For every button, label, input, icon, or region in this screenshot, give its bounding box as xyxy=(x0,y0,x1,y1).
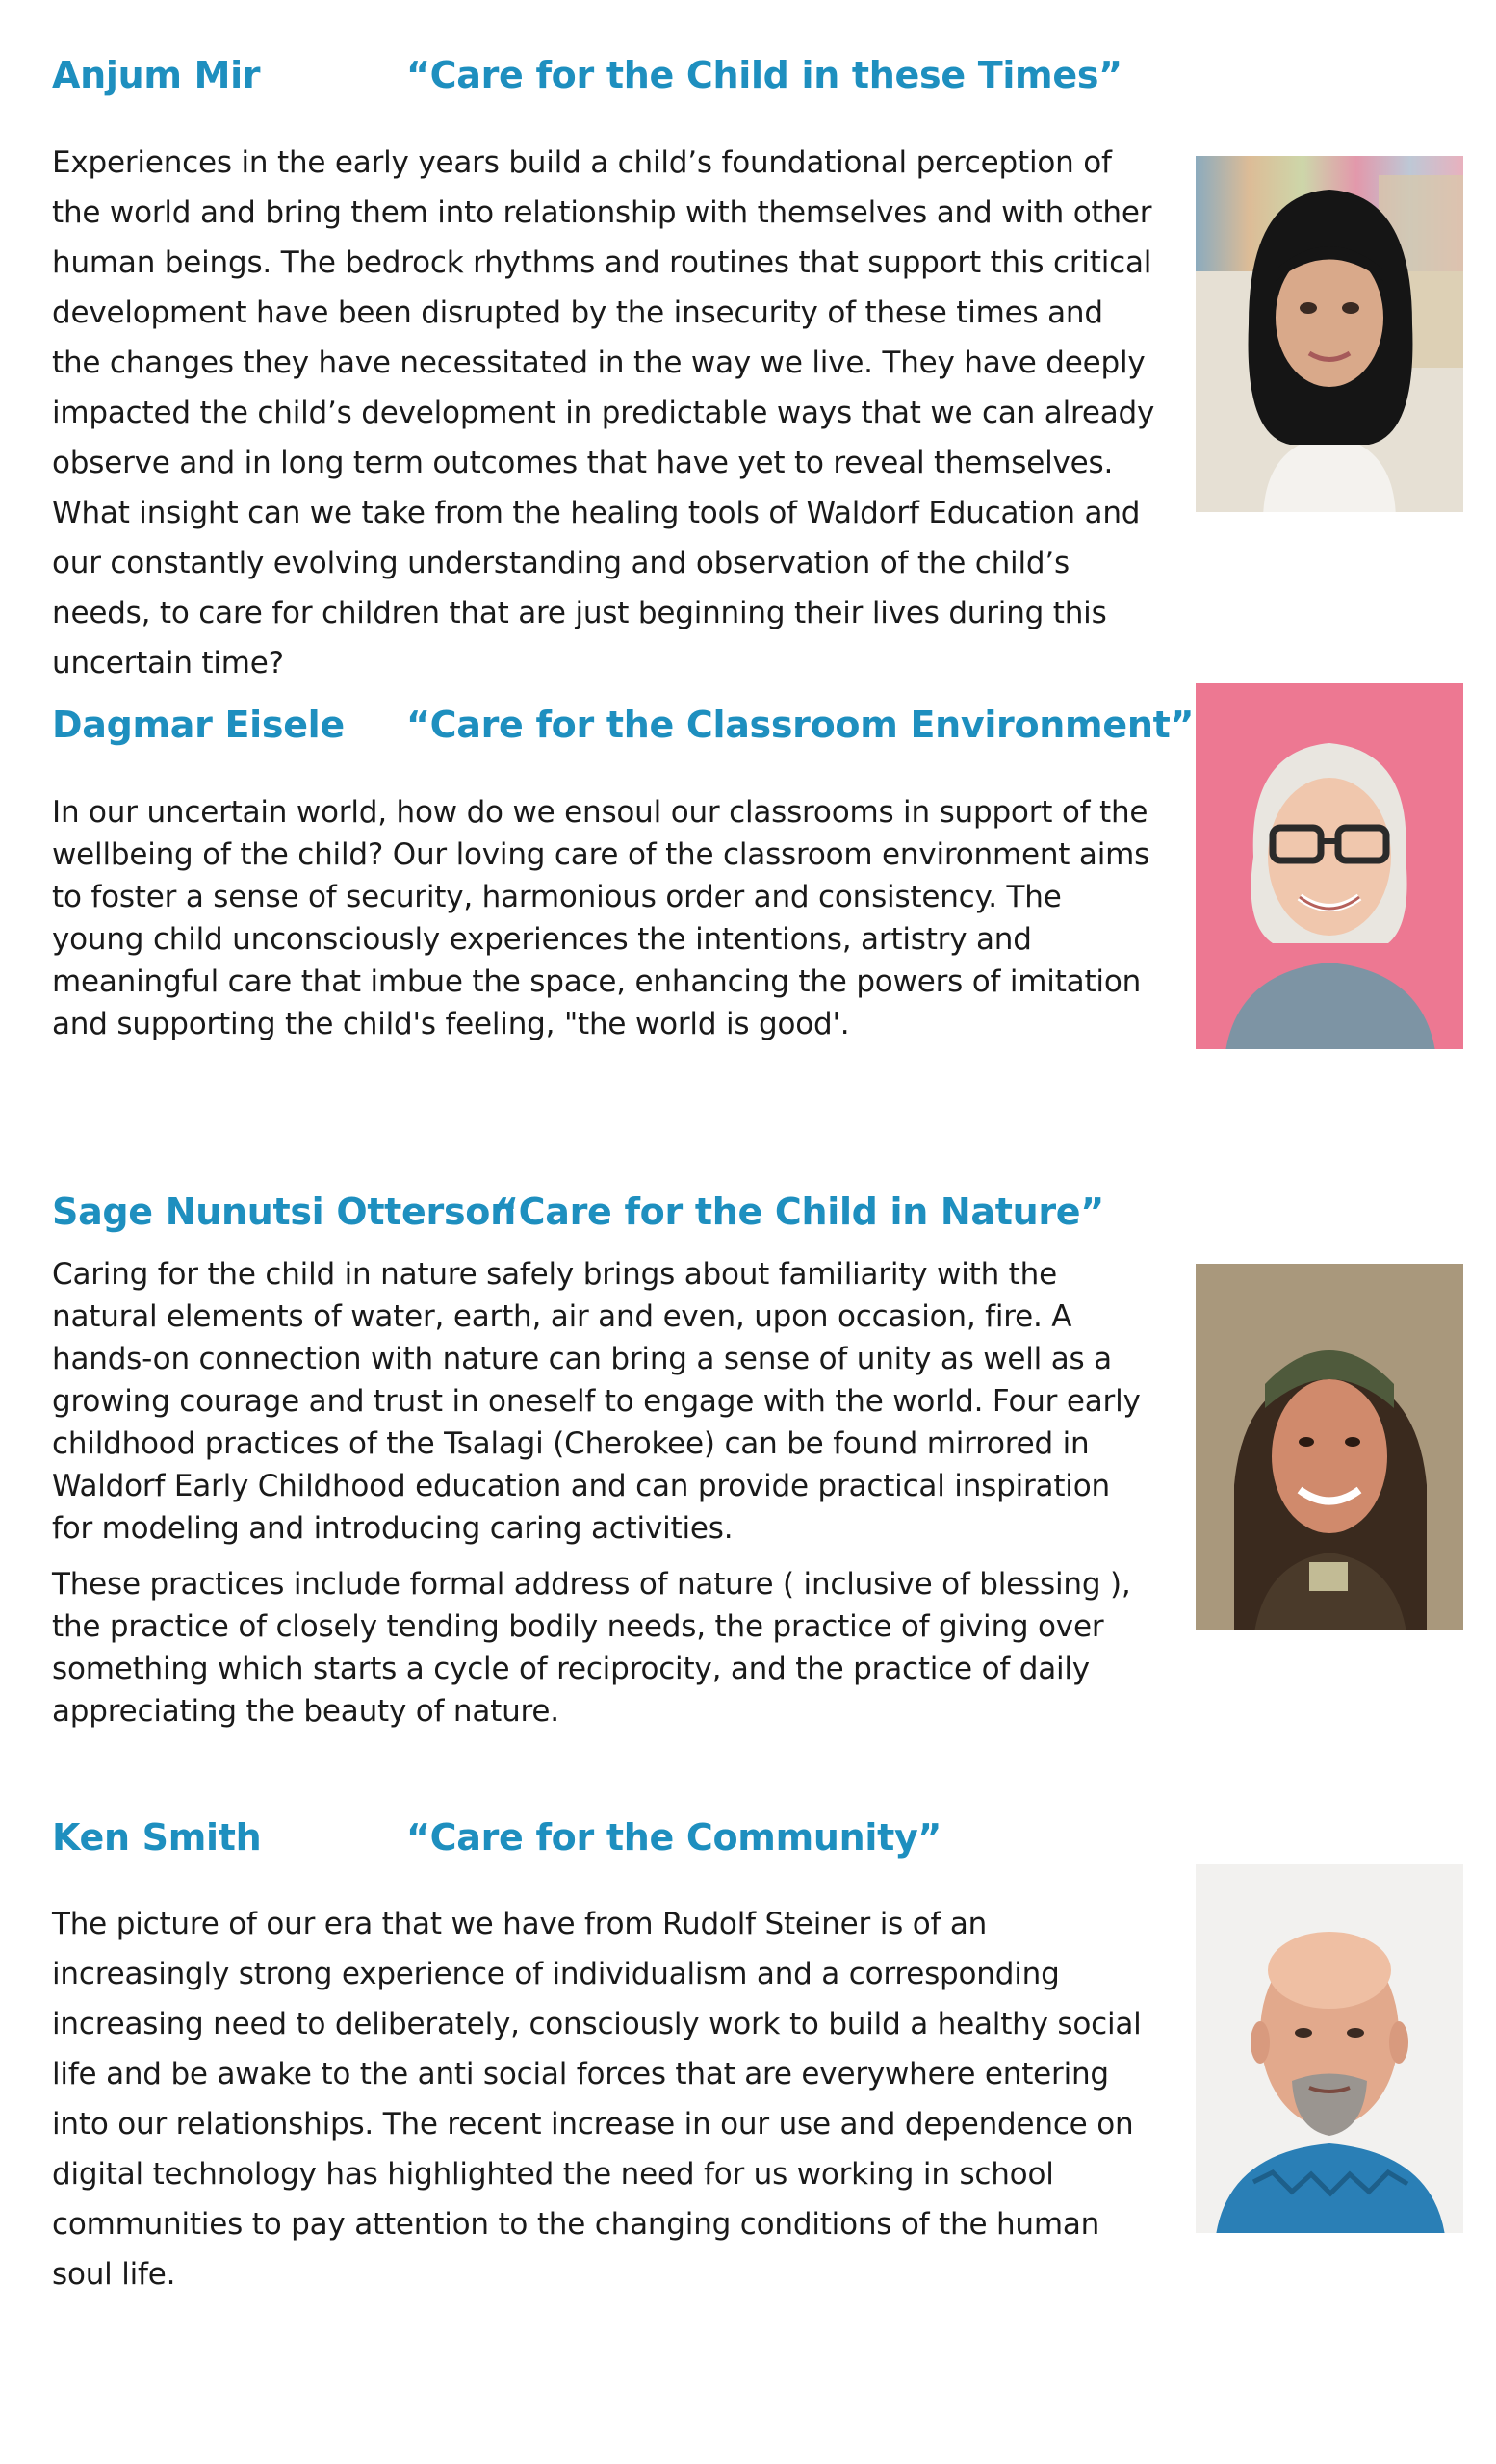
portrait-image xyxy=(1196,1864,1463,2233)
portrait-image xyxy=(1196,156,1463,512)
speaker-name: Dagmar Eisele xyxy=(52,704,345,746)
speaker-photo xyxy=(1196,1864,1463,2233)
talk-title: “Care for the Community” xyxy=(406,1816,942,1859)
speaker-photo xyxy=(1196,683,1463,1049)
speaker-name: Sage Nunutsi Otterson xyxy=(52,1191,516,1233)
speaker-name: Anjum Mir xyxy=(52,54,261,96)
talk-description xyxy=(52,791,1159,1045)
talk-title: “Care for the Child in Nature” xyxy=(495,1191,1104,1233)
speaker-photo xyxy=(1196,1264,1463,1630)
speaker-heading xyxy=(52,1816,942,1859)
speaker-heading xyxy=(52,704,1195,746)
speaker-heading xyxy=(52,1191,1104,1233)
portrait-image xyxy=(1196,683,1463,1049)
talk-title: “Care for the Child in these Times” xyxy=(406,54,1122,96)
description-paragraph: These practices include formal address of nature ( inclusive of blessing ), the practice of closely tending bodily needs, the practice of giving over something which starts a cycle of reciprocity, and the practice of daily appreciating the beauty of nature. xyxy=(52,1567,1131,1729)
description-paragraph: Caring for the child in nature safely brings about familiarity with the natural elements of water, earth, air and even, upon occasion, fire. A hands-on connection with nature can bring a sense of unity as well as a growing courage and trust in oneself to engage with the world. Four early childhood practices of the Tsalagi (Cherokee) can be found mirrored in Waldorf Early Childhood education and can provide practical inspiration for modeling and introducing caring activities. xyxy=(52,1257,1141,1546)
talk-description xyxy=(52,1899,1159,2299)
portrait-image xyxy=(1196,1264,1463,1630)
description-paragraph: The picture of our era that we have from Rudolf Steiner is of an increasingly strong experience of individualism and a corresponding increasing need to deliberately, consciously work to build a healthy social life and be awake to the anti social forces that are everywhere entering into our relationships. The recent increase in our use and dependence on digital technology has highlighted the need for us working in school communities to pay attention to the changing conditions of the human soul life. xyxy=(52,1907,1142,2292)
talk-title: “Care for the Classroom Environment” xyxy=(406,704,1195,746)
description-paragraph: Experiences in the early years build a child’s foundational perception of the world and bring them into relationship with themselves and with other human beings. The bedrock rhythms and routines that support this critical development have been disrupted by the insecurity of these times and the changes they have necessitated in the way we live. They have deeply impacted the child’s development in predictable ways that we can already observe and in long term outcomes that have yet to reveal themselves. What insight can we take from the healing tools of Waldorf Education and our constantly evolving understanding and observation of the child’s needs, to care for children that are just beginning their lives during this uncertain time? xyxy=(52,145,1155,680)
speaker-name: Ken Smith xyxy=(52,1816,262,1859)
description-paragraph: In our uncertain world, how do we ensoul our classrooms in support of the wellbeing of the child? Our loving care of the classroom environment aims to foster a sense of security, harmonious order and consistency. The young child unconsciously experiences the intentions, artistry and meaningful care that imbue the space, enhancing the powers of imitation and supporting the child's feeling, "the world is good'. xyxy=(52,795,1150,1041)
speaker-heading xyxy=(52,54,1122,96)
talk-description xyxy=(52,1253,1159,1732)
speaker-photo xyxy=(1196,156,1463,512)
talk-description xyxy=(52,138,1159,688)
